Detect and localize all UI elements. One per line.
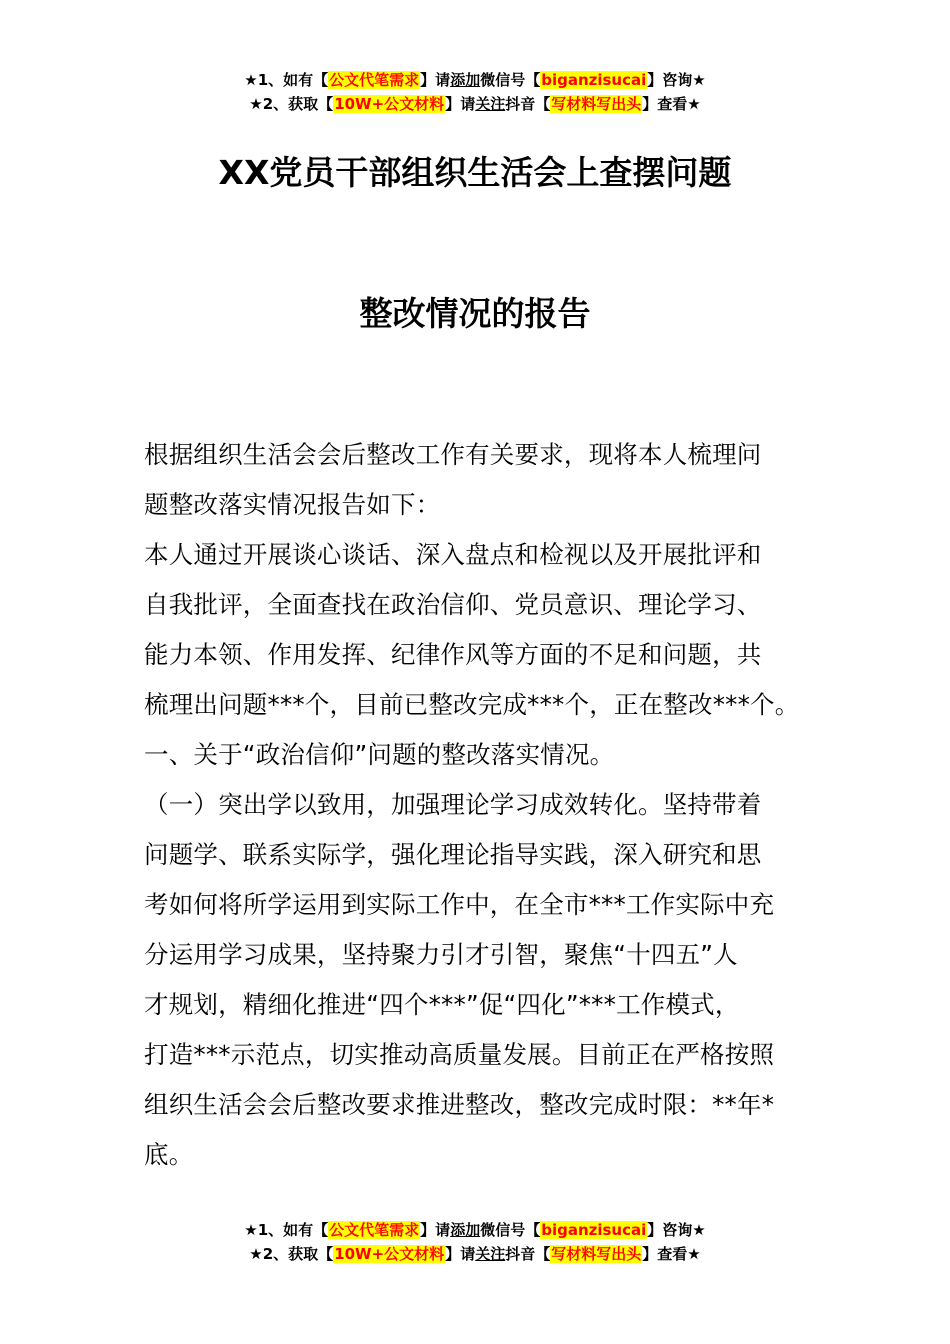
highlight-douyin: 写材料写出头 xyxy=(551,95,642,113)
banner-line-2 xyxy=(0,1242,950,1266)
highlight-wechat-id: biganzisucai xyxy=(541,71,647,89)
banner-text: ★2、获取【 xyxy=(249,95,334,113)
banner-text: 】查看★ xyxy=(642,1245,701,1263)
banner-text: 】查看★ xyxy=(642,95,701,113)
banner-text: 】请 xyxy=(445,95,476,113)
banner-line-1 xyxy=(0,1218,950,1242)
highlight-service: 公文代笔需求 xyxy=(329,71,420,89)
banner-text: 微信号【 xyxy=(480,71,541,89)
banner-text: 】请 xyxy=(420,71,451,89)
body-line: 打造***示范点，切实推动高质量发展。目前正在严格按照 xyxy=(144,1040,775,1069)
body-line: 题整改落实情况报告如下： xyxy=(144,490,441,519)
body-line: 本人通过开展谈心谈话、深入盘点和检视以及开展批评和 xyxy=(144,540,762,569)
banner-text: 】请 xyxy=(420,1221,451,1239)
body-line: 问题学、联系实际学，强化理论指导实践，深入研究和思 xyxy=(144,840,762,869)
highlight-service: 公文代笔需求 xyxy=(329,1221,420,1239)
body-line: 才规划，精细化推进“四个***”促“四化”***工作模式， xyxy=(144,990,740,1019)
banner-text: 】咨询★ xyxy=(647,71,706,89)
highlight-wechat-id: biganzisucai xyxy=(541,1221,647,1239)
section-heading: 一、关于“政治信仰”问题的整改落实情况。 xyxy=(144,740,615,769)
document-title-line-2: 整改情况的报告 xyxy=(359,294,591,333)
body-line: 自我批评，全面查找在政治信仰、党员意识、理论学习、 xyxy=(144,590,762,619)
header-banner xyxy=(0,68,950,116)
highlight-materials: 10W+公文材料 xyxy=(334,95,445,113)
body-line: 底。 xyxy=(144,1140,194,1169)
body-line: 能力本领、作用发挥、纪律作风等方面的不足和问题，共 xyxy=(144,640,762,669)
underlined-text: 关注 xyxy=(475,1245,506,1263)
banner-text: ★1、如有【 xyxy=(244,71,329,89)
body-line: （一）突出学以致用，加强理论学习成效转化。坚持带着 xyxy=(144,790,762,819)
banner-text: ★2、获取【 xyxy=(249,1245,334,1263)
banner-text: 抖音【 xyxy=(505,95,551,113)
body-line: 考如何将所学运用到实际工作中，在全市***工作实际中充 xyxy=(144,890,775,919)
body-line: 分运用学习成果，坚持聚力引才引智，聚焦“十四五”人 xyxy=(144,940,738,969)
banner-line-2 xyxy=(0,92,950,116)
banner-text: 微信号【 xyxy=(480,1221,541,1239)
banner-text: 】咨询★ xyxy=(647,1221,706,1239)
highlight-materials: 10W+公文材料 xyxy=(334,1245,445,1263)
banner-text: ★1、如有【 xyxy=(244,1221,329,1239)
underlined-text: 添加 xyxy=(450,71,481,89)
highlight-douyin: 写材料写出头 xyxy=(551,1245,642,1263)
banner-line-1 xyxy=(0,68,950,92)
body-line: 梳理出问题***个，目前已整改完成***个，正在整改***个。 xyxy=(144,690,800,719)
underlined-text: 关注 xyxy=(475,95,506,113)
document-title-line-1: XX党员干部组织生活会上查摆问题 xyxy=(218,153,732,192)
document-body xyxy=(144,430,808,1180)
banner-text: 抖音【 xyxy=(505,1245,551,1263)
underlined-text: 添加 xyxy=(450,1221,481,1239)
footer-banner xyxy=(0,1218,950,1266)
body-line: 根据组织生活会会后整改工作有关要求，现将本人梳理问 xyxy=(144,440,762,469)
body-line: 组织生活会会后整改要求推进整改，整改完成时限：**年* xyxy=(144,1090,775,1119)
banner-text: 】请 xyxy=(445,1245,476,1263)
